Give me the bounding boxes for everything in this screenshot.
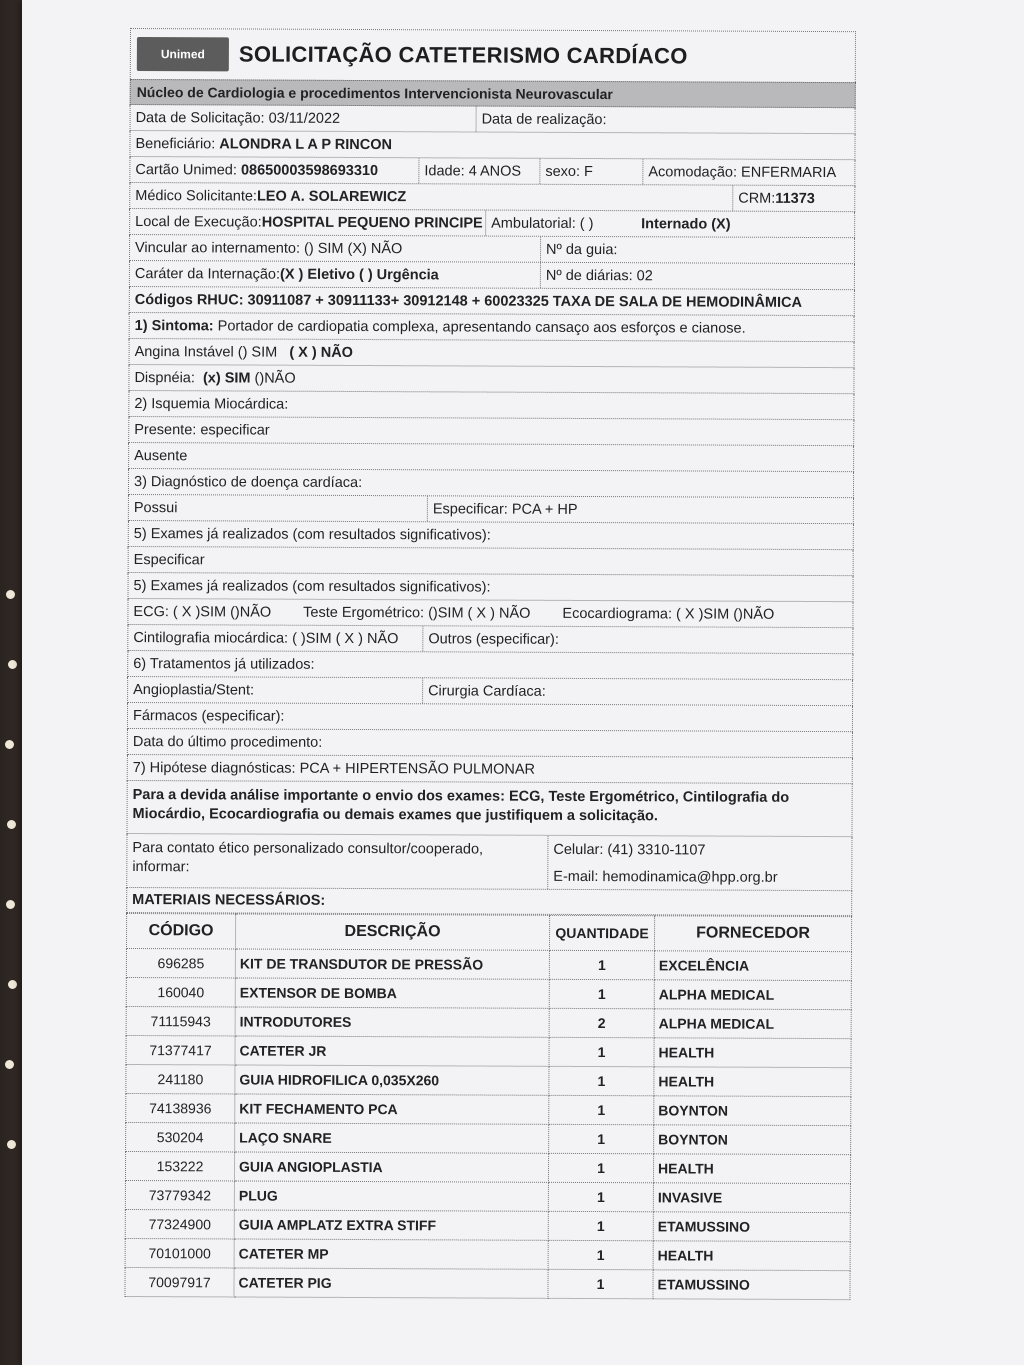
table-row [126, 1064, 851, 1096]
row-angina [129, 339, 855, 368]
cell-codigo: 74138936 [126, 1093, 235, 1122]
table-row [125, 1238, 850, 1270]
cell-quantidade: 1 [549, 979, 654, 1008]
row-carater [129, 261, 855, 290]
unimed-logo: Unimed [137, 37, 229, 71]
dispneia-label: Dispnéia: [134, 369, 195, 386]
cell-codigo: 160040 [126, 977, 235, 1006]
cell-codigo: 70101000 [125, 1238, 234, 1267]
row-possui [128, 495, 854, 524]
cell-fornecedor: BOYNTON [654, 1124, 851, 1154]
contato: Para contato ético personalizado consultor/cooperado, informar: [127, 834, 548, 889]
celular: Celular: (41) 3310-1107 [553, 841, 706, 859]
cell-fornecedor: HEALTH [654, 1066, 851, 1096]
table-row [126, 948, 851, 980]
cell-fornecedor: HEALTH [654, 1037, 851, 1067]
row-angioplastia [127, 677, 853, 706]
cell-codigo: 696285 [126, 948, 235, 977]
row-medico [129, 183, 855, 212]
possui: Possui [129, 495, 428, 521]
cartao-label: Cartão Unimed: [135, 161, 237, 178]
table-row [126, 977, 851, 1009]
row-dispneia [128, 365, 854, 394]
sexo: sexo: F [540, 159, 643, 184]
cell-descricao: INTRODUTORES [235, 1007, 549, 1037]
cell-descricao: LAÇO SNARE [235, 1123, 549, 1153]
ecg: ECG: ( X )SIM ()NÃO [133, 603, 272, 621]
materiais-table [124, 913, 852, 1300]
angioplastia: Angioplastia/Stent: [128, 677, 423, 703]
row-contato [126, 834, 852, 891]
table-row [126, 1035, 851, 1067]
table-row [126, 1122, 851, 1154]
row-beneficiario [129, 131, 855, 160]
row-diagnostico [128, 469, 854, 498]
isquemia: 2) Isquemia Miocárdica: [134, 395, 289, 413]
hipotese-diagnostica: 7) Hipótese diagnósticas: PCA + HIPERTENSÃO PULMONAR [132, 759, 536, 778]
cell-quantidade: 2 [549, 1008, 654, 1037]
row-isquemia [128, 391, 854, 420]
ambulatorial: Ambulatorial: ( ) [491, 215, 594, 232]
medico-label: Médico Solicitante: [135, 187, 258, 205]
cell-codigo: 71115943 [126, 1006, 235, 1035]
especificar-diagnostico: Especificar: PCA + HP [432, 500, 578, 518]
cell-codigo: 153222 [125, 1151, 234, 1180]
cell-fornecedor: HEALTH [653, 1240, 850, 1270]
section-title: Núcleo de Cardiologia e procedimentos Intervencionista Neurovascular [130, 79, 856, 108]
cell-fornecedor: BOYNTON [654, 1095, 851, 1125]
row-presente [128, 417, 854, 446]
cell-quantidade: 1 [549, 950, 654, 979]
cell-fornecedor: ETAMUSSINO [653, 1211, 850, 1241]
table-row [125, 1180, 850, 1212]
sintoma-value: Portador de cardiopatia complexa, apresentando cansaço aos esforços e cianose. [217, 317, 746, 337]
row-vincular [129, 235, 855, 264]
cell-descricao: EXTENSOR DE BOMBA [235, 978, 549, 1008]
cell-descricao: CATETER JR [235, 1036, 549, 1066]
acomodacao: Acomodação: ENFERMARIA [648, 163, 837, 181]
row-farmacos [127, 703, 853, 732]
presente: Presente: especificar [134, 421, 270, 439]
row-codigos [129, 287, 855, 316]
beneficiario-value: ALONDRA L A P RINCON [219, 135, 393, 153]
angina-value: ( X ) NÃO [289, 344, 354, 361]
cell-quantidade: 1 [549, 1037, 654, 1066]
row-tratamentos [127, 651, 853, 680]
diagnostico: 3) Diagnóstico de doença cardíaca: [133, 473, 363, 491]
cell-descricao: CATETER MP [234, 1239, 548, 1269]
crm-label: CRM: [738, 190, 776, 207]
cell-descricao: GUIA HIDROFILICA 0,035X260 [235, 1065, 549, 1095]
form-title: SOLICITAÇÃO CATETERISMO CARDÍACO [238, 41, 688, 69]
cell-quantidade: 1 [549, 1095, 654, 1124]
angina-label: Angina Instável () SIM [134, 343, 278, 361]
cell-fornecedor: ETAMUSSINO [653, 1269, 850, 1299]
table-row [125, 1267, 850, 1299]
ultimo-procedimento: Data do último procedimento: [132, 733, 323, 751]
codigos-rhuc: Códigos RHUC: 30911087 + 30911133+ 30912148 + 60023325 TAXA DE SALA DE HEMODINÂMICA [134, 291, 803, 311]
ausente: Ausente [134, 447, 188, 464]
cintilografia: Cintilografia miocárdica: ( )SIM ( X ) NÃO [128, 625, 423, 651]
row-especificar [128, 547, 854, 576]
medico-value: LEO A. SOLAREWICZ [256, 188, 407, 205]
cell-codigo: 70097917 [125, 1267, 234, 1296]
teste-ergometrico: Teste Ergométrico: ()SIM ( X ) NÃO [303, 604, 531, 622]
cell-codigo: 77324900 [125, 1209, 234, 1238]
cell-fornecedor: ALPHA MEDICAL [654, 979, 851, 1009]
cell-quantidade: 1 [548, 1153, 653, 1182]
cell-descricao: GUIA AMPLATZ EXTRA STIFF [234, 1210, 548, 1240]
crm-value: 11373 [775, 190, 815, 207]
materiais-title: MATERIAIS NECESSÁRIOS: [126, 888, 852, 916]
cell-descricao: GUIA ANGIOPLASTIA [234, 1152, 548, 1182]
dispneia-nao: ()NÃO [254, 370, 296, 387]
row-ecg [127, 599, 853, 628]
numero-diarias: Nº de diárias: 02 [545, 267, 653, 284]
row-hipotese [127, 755, 853, 784]
data-solicitacao: Data de Solicitação: 03/11/2022 [131, 105, 477, 132]
exames-realizados-2: 5) Exames já realizados (com resultados significativos): [133, 577, 491, 596]
row-ultimo-procedimento [127, 729, 853, 758]
carater-value: (X ) Eletivo ( ) Urgência [279, 266, 439, 283]
internado: Internado (X) [641, 215, 731, 233]
cartao-value: 08650003598693310 [240, 161, 379, 179]
table-row [126, 1093, 851, 1125]
exames-realizados-1: 5) Exames já realizados (com resultados significativos): [133, 525, 491, 544]
beneficiario-label: Beneficiário: [135, 135, 216, 152]
header-fornecedor: FORNECEDOR [654, 915, 851, 951]
cell-fornecedor: ALPHA MEDICAL [654, 1008, 851, 1038]
cell-quantidade: 1 [548, 1211, 653, 1240]
cell-quantidade: 1 [548, 1269, 653, 1298]
cell-fornecedor: EXCELÊNCIA [654, 950, 851, 980]
row-local [129, 209, 855, 238]
carater-label: Caráter da Internação: [134, 265, 281, 283]
cell-descricao: CATETER PIG [234, 1268, 548, 1298]
header-quantidade: QUANTIDADE [549, 915, 654, 950]
data-realizacao: Data de realização: [481, 111, 607, 128]
local-label: Local de Execução: [135, 213, 262, 231]
outros: Outros (especificar): [428, 630, 559, 648]
table-row [126, 1006, 851, 1038]
cell-codigo: 530204 [126, 1122, 235, 1151]
form-header [130, 28, 856, 82]
header-codigo: CÓDIGO [126, 913, 235, 948]
row-sintoma [129, 313, 855, 342]
table-row [125, 1209, 850, 1241]
idade: Idade: 4 ANOS [419, 158, 540, 184]
row-nota [126, 781, 852, 837]
cell-quantidade: 1 [549, 1066, 654, 1095]
row-cintilografia [127, 625, 853, 654]
row-exames-2 [128, 573, 854, 602]
ecocardiograma: Ecocardiograma: ( X )SIM ()NÃO [562, 605, 775, 623]
cell-quantidade: 1 [548, 1182, 653, 1211]
cell-fornecedor: HEALTH [653, 1153, 850, 1183]
local-value: HOSPITAL PEQUENO PRINCIPE [261, 214, 483, 232]
cell-fornecedor: INVASIVE [653, 1182, 850, 1212]
cell-quantidade: 1 [548, 1240, 653, 1269]
email: E-mail: hemodinamica@hpp.org.br [553, 868, 778, 886]
row-dates [130, 105, 856, 134]
cell-descricao: PLUG [234, 1181, 548, 1211]
especificar: Especificar [133, 551, 205, 568]
cell-descricao: KIT DE TRANSDUTOR DE PRESSÃO [235, 949, 549, 979]
sintoma-label: 1) Sintoma: [134, 317, 214, 334]
cell-codigo: 71377417 [126, 1035, 235, 1064]
header-descricao: DESCRIÇÃO [235, 914, 549, 950]
cell-quantidade: 1 [549, 1124, 654, 1153]
nota-exames: Para a devida análise importante o envio dos exames: ECG, Teste Ergométrico, Cintilografia do Miocárdio, Ecocardiografia ou demais exames que justifiquem a solicitação. [132, 787, 790, 825]
table-row [125, 1151, 850, 1183]
row-exames-1 [128, 521, 854, 550]
tratamentos: 6) Tratamentos já utilizados: [133, 655, 315, 673]
cell-codigo: 241180 [126, 1064, 235, 1093]
farmacos: Fármacos (especificar): [132, 707, 285, 725]
row-ausente [128, 443, 854, 472]
numero-guia: Nº da guia: [546, 241, 618, 258]
materiais-header-row [126, 913, 851, 951]
cirurgia-cardiaca: Cirurgia Cardíaca: [428, 682, 546, 700]
cell-descricao: KIT FECHAMENTO PCA [235, 1094, 549, 1124]
request-form [124, 28, 856, 1300]
paper-sheet [22, 0, 1024, 1365]
vincular: Vincular ao internamento: () SIM (X) NÃO [130, 235, 541, 262]
row-cartao [129, 157, 855, 186]
dispneia-value: (x) SIM [202, 369, 251, 387]
cell-codigo: 73779342 [125, 1180, 234, 1209]
materiais-body [125, 948, 852, 1299]
